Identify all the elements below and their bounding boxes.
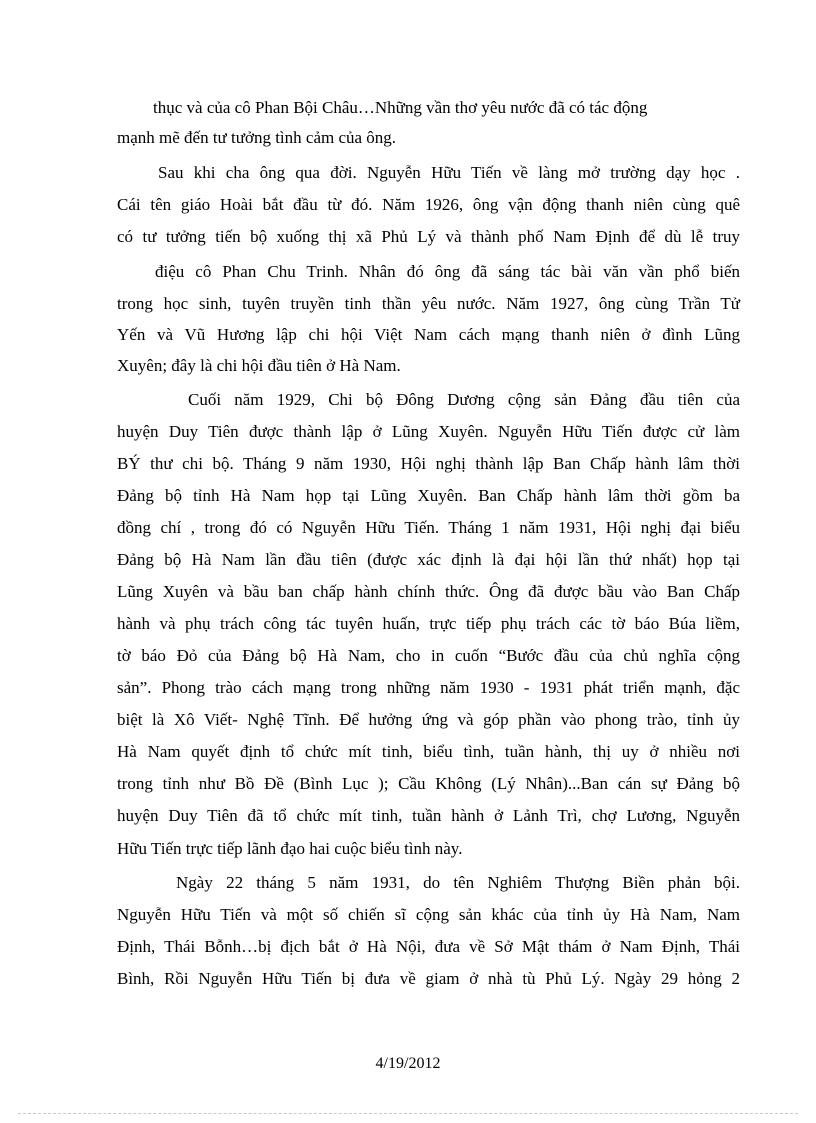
text-line: Xuyên; đây là chi hội đầu tiên ở Hà Nam.	[117, 356, 401, 375]
text-line: trong học sinh, tuyên truyền tinh thần yêu nước. Năm 1927, ông cùng Trần Tử	[117, 294, 740, 313]
text-line: Hà Nam quyết định tổ chức mít tinh, biểu tình, tuần hành, thị uy ở nhiều nơi	[117, 742, 740, 761]
text-line: hành và phụ trách công tác tuyên huấn, trực tiếp phụ trách các tờ báo Búa liềm,	[117, 614, 740, 633]
text-line: biệt là Xô Viết- Nghệ Tĩnh. Để hưởng ứng và góp phần vào phong trào, tỉnh ủy	[117, 710, 740, 729]
text-line: Lũng Xuyên và bầu ban chấp hành chính thức. Ông đã được bầu vào Ban Chấp	[117, 582, 740, 601]
text-line: Ngày 22 tháng 5 năm 1931, do tên Nghiêm Thượng Biền phản bội.	[176, 873, 740, 892]
text-line: sản”. Phong trào cách mạng trong những năm 1930 - 1931 phát triển mạnh, đặc	[117, 678, 740, 697]
text-line: Sau khi cha ông qua đời. Nguyễn Hữu Tiến về làng mở trường dạy học .	[158, 163, 740, 182]
text-line: Cuối năm 1929, Chi bộ Đông Dương cộng sản Đảng đầu tiên của	[188, 390, 740, 409]
text-line: Yến và Vũ Hương lập chi hội Việt Nam cách mạng thanh niên ở đình Lũng	[117, 325, 740, 344]
footer-date: 4/19/2012	[375, 1055, 441, 1072]
text-line: có tư tưởng tiến bộ xuống thị xã Phủ Lý và thành phố Nam Định để dù lễ truy	[117, 227, 740, 246]
text-line: BÝ thư chi bộ. Tháng 9 năm 1930, Hội nghị thành lập Ban Chấp hành lâm thời	[117, 454, 740, 473]
text-line: Bình, Rồi Nguyễn Hữu Tiến bị đưa về giam ở nhà tù Phủ Lý. Ngày 29 hỏng 2	[117, 969, 740, 988]
text-line: điệu cô Phan Chu Trinh. Nhân đó ông đã sáng tác bài văn vần phổ biến	[155, 262, 740, 281]
text-line: huyện Duy Tiên đã tổ chức mít tinh, tuần hành ở Lảnh Trì, chợ Lương, Nguyễn	[117, 806, 740, 825]
text-line: Nguyễn Hữu Tiến và một số chiến sĩ cộng sản khác của tỉnh ủy Hà Nam, Nam	[117, 905, 740, 924]
footer-divider	[18, 1113, 798, 1114]
text-line: đồng chí , trong đó có Nguyễn Hữu Tiến. Tháng 1 năm 1931, Hội nghị đại biểu	[117, 518, 740, 537]
text-line: Cái tên giáo Hoài bắt đầu từ đó. Năm 1926, ông vận động thanh niên cùng quê	[117, 195, 740, 214]
text-line: thục và của cô Phan Bội Châu…Những vần thơ yêu nước đã có tác động	[153, 98, 648, 117]
text-line: Đảng bộ Hà Nam lần đầu tiên (được xác định là đại hội lần thứ nhất) họp tại	[117, 550, 740, 569]
text-line: trong tỉnh như Bồ Đề (Bình Lục ); Cầu Không (Lý Nhân)...Ban cán sự Đảng bộ	[117, 774, 740, 793]
text-line: Đảng bộ tỉnh Hà Nam họp tại Lũng Xuyên. Ban Chấp hành lâm thời gồm ba	[117, 486, 740, 505]
text-line: Hữu Tiến trực tiếp lãnh đạo hai cuộc biểu tình này.	[117, 839, 463, 858]
text-line: huyện Duy Tiên được thành lập ở Lũng Xuyên. Nguyễn Hữu Tiến được cử làm	[117, 422, 740, 441]
text-line: Định, Thái Bỗnh…bị địch bắt ở Hà Nội, đưa về Sở Mật thám ở Nam Định, Thái	[117, 937, 740, 956]
text-line: tờ báo Đỏ của Đảng bộ Hà Nam, cho in cuốn “Bước đầu của chủ nghĩa cộng	[117, 646, 740, 665]
text-line: mạnh mẽ đến tư tưởng tình cảm của ông.	[117, 128, 397, 147]
